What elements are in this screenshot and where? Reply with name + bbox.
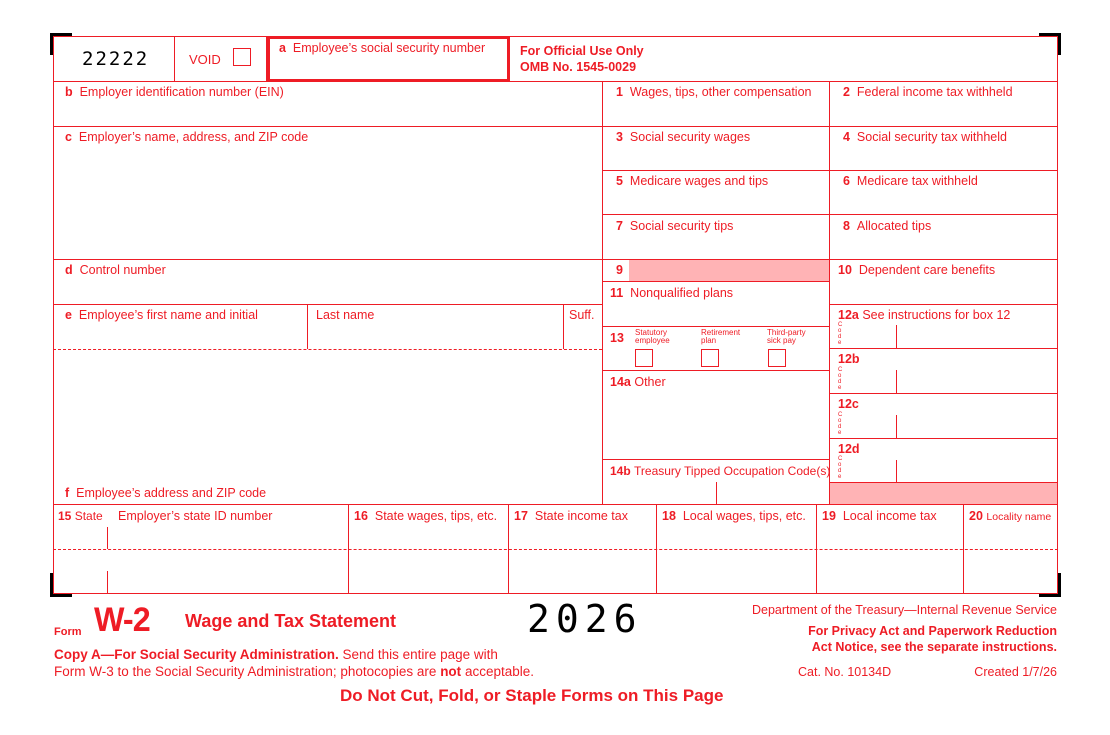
box-12c-label: 12c bbox=[838, 397, 859, 411]
divider bbox=[896, 460, 897, 482]
form-title: Wage and Tax Statement bbox=[185, 611, 397, 631]
divider bbox=[896, 325, 897, 348]
box-8-label: 8 Allocated tips bbox=[843, 219, 932, 233]
divider bbox=[602, 370, 829, 371]
box-4-label: 4 Social security tax withheld bbox=[843, 130, 1007, 144]
box-12c-code-input[interactable] bbox=[846, 417, 892, 435]
box-20-1-input[interactable] bbox=[968, 529, 1054, 547]
box-12a-code-input[interactable] bbox=[846, 327, 892, 345]
box-11-input[interactable] bbox=[612, 304, 822, 322]
divider bbox=[829, 348, 1058, 349]
divider bbox=[896, 415, 897, 438]
divider bbox=[602, 170, 1058, 171]
copy-a-line-1: Copy A—For Social Security Administration. Send this entire page with bbox=[54, 647, 498, 662]
box-2-input[interactable] bbox=[839, 104, 1049, 122]
box-17-2-input[interactable] bbox=[513, 565, 651, 583]
box-2-label: 2 Federal income tax withheld bbox=[843, 85, 1013, 99]
divider bbox=[602, 81, 603, 504]
retirement-plan-label: Retirement plan bbox=[701, 328, 741, 345]
box-16-1-input[interactable] bbox=[353, 529, 503, 547]
third-party-sick-pay-label: Third-party sick pay bbox=[767, 328, 806, 345]
divider bbox=[53, 304, 602, 305]
divider bbox=[829, 81, 830, 504]
box-20-2-input[interactable] bbox=[968, 565, 1054, 583]
divider bbox=[107, 571, 108, 594]
code-label: Code bbox=[838, 322, 843, 346]
box-12a-amount-input[interactable] bbox=[901, 327, 1051, 345]
form-word: Form bbox=[54, 626, 82, 638]
dashed-divider bbox=[53, 349, 602, 350]
box-9-shaded bbox=[629, 260, 829, 281]
state-1-input[interactable] bbox=[58, 529, 103, 547]
box-12a-label: 12a See instructions for box 12 bbox=[838, 308, 1011, 322]
divider bbox=[53, 81, 1058, 82]
box-12b-code-input[interactable] bbox=[846, 372, 892, 390]
code-label: Code bbox=[838, 456, 843, 480]
box-18-1-input[interactable] bbox=[661, 529, 811, 547]
box-14b-label: 14b Treasury Tipped Occupation Code(s) bbox=[610, 464, 831, 478]
employer-address-input[interactable] bbox=[66, 148, 586, 248]
box-18-2-input[interactable] bbox=[661, 565, 811, 583]
box-12b-label: 12b bbox=[838, 352, 860, 366]
box-19-2-input[interactable] bbox=[821, 565, 958, 583]
employee-address-input[interactable] bbox=[66, 356, 586, 482]
tax-year: 2026 bbox=[527, 597, 643, 641]
box-3-input[interactable] bbox=[612, 149, 822, 167]
state-id-1-input[interactable] bbox=[112, 529, 342, 547]
box-6-input[interactable] bbox=[839, 193, 1049, 211]
state-2-input[interactable] bbox=[58, 565, 103, 583]
official-use-label: For Official Use Only bbox=[520, 44, 644, 58]
divider bbox=[53, 259, 602, 260]
retirement-plan-checkbox[interactable] bbox=[701, 349, 719, 367]
box-5-input[interactable] bbox=[612, 193, 822, 211]
divider bbox=[829, 304, 1058, 305]
box-12b-amount-input[interactable] bbox=[901, 372, 1051, 390]
box-10-label: 10 Dependent care benefits bbox=[838, 263, 996, 277]
box-c-label: c Employer’s name, address, and ZIP code bbox=[65, 130, 309, 144]
shaded-area bbox=[830, 483, 1057, 504]
box-5-label: 5 Medicare wages and tips bbox=[616, 174, 769, 188]
divider bbox=[174, 36, 175, 81]
box-b-label: b Employer identification number (EIN) bbox=[65, 85, 284, 99]
do-not-cut-warning: Do Not Cut, Fold, or Staple Forms on This Page bbox=[340, 686, 724, 705]
box-15-state-id-label: Employer’s state ID number bbox=[118, 509, 273, 523]
box-17-1-input[interactable] bbox=[513, 529, 651, 547]
box-d-label: d Control number bbox=[65, 263, 166, 277]
box-7-input[interactable] bbox=[612, 238, 822, 256]
box-12d-amount-input[interactable] bbox=[901, 461, 1051, 479]
box-14a-input[interactable] bbox=[611, 393, 823, 455]
box-17-label: 17 State income tax bbox=[514, 509, 628, 523]
box-12c-amount-input[interactable] bbox=[901, 417, 1051, 435]
void-checkbox[interactable] bbox=[233, 48, 251, 66]
box-f-label: f Employee’s address and ZIP code bbox=[65, 486, 267, 500]
box-4-input[interactable] bbox=[839, 149, 1049, 167]
box-10-input[interactable] bbox=[839, 282, 1049, 300]
void-label: VOID bbox=[189, 52, 221, 67]
box-11-label: 11 Nonqualified plans bbox=[610, 286, 734, 300]
divider bbox=[107, 527, 108, 549]
box-1-input[interactable] bbox=[612, 104, 822, 122]
box-e-label: e Employee’s first name and initial bbox=[65, 308, 258, 322]
box-16-2-input[interactable] bbox=[353, 565, 503, 583]
last-name-input[interactable] bbox=[314, 326, 558, 344]
divider bbox=[829, 438, 1058, 439]
divider bbox=[602, 214, 1058, 215]
catalog-number: Cat. No. 10134D bbox=[798, 665, 892, 679]
copy-a-line-2: Form W-3 to the Social Security Administration; photocopies are not acceptable. bbox=[54, 664, 534, 679]
box-15-state-label: 15 State bbox=[58, 509, 103, 523]
ssn-input[interactable] bbox=[278, 59, 498, 77]
box-3-label: 3 Social security wages bbox=[616, 130, 751, 144]
last-name-label: Last name bbox=[316, 308, 375, 322]
code-label: Code bbox=[838, 412, 843, 436]
ein-input[interactable] bbox=[66, 102, 586, 120]
dashed-divider bbox=[53, 549, 1058, 550]
code-label: Code bbox=[838, 367, 843, 391]
box-a-label: a Employee’s social security number bbox=[279, 41, 486, 55]
divider bbox=[602, 326, 829, 327]
box-6-label: 6 Medicare tax withheld bbox=[843, 174, 978, 188]
box-8-input[interactable] bbox=[839, 238, 1049, 256]
statutory-employee-checkbox[interactable] bbox=[635, 349, 653, 367]
divider bbox=[602, 459, 829, 460]
box-14b-input-2[interactable] bbox=[721, 484, 821, 502]
box-12d-code-input[interactable] bbox=[846, 461, 892, 479]
created-date: Created 1/7/26 bbox=[974, 665, 1057, 679]
box-19-1-input[interactable] bbox=[821, 529, 958, 547]
privacy-notice-1: For Privacy Act and Paperwork Reduction bbox=[808, 624, 1057, 638]
box-20-label: 20 Locality name bbox=[969, 509, 1052, 523]
divider bbox=[896, 370, 897, 393]
privacy-notice-2: Act Notice, see the separate instructions. bbox=[811, 640, 1057, 654]
box-16-label: 16 State wages, tips, etc. bbox=[354, 509, 498, 523]
box-1-label: 1 Wages, tips, other compensation bbox=[616, 85, 812, 99]
form-code: 22222 bbox=[82, 48, 150, 70]
divider bbox=[829, 393, 1058, 394]
box-12d-label: 12d bbox=[838, 442, 860, 456]
box-14b-input-1[interactable] bbox=[611, 484, 711, 502]
form-number: W-2 bbox=[94, 601, 150, 639]
first-name-input[interactable] bbox=[66, 326, 301, 344]
agency-name: Department of the Treasury—Internal Revenue Service bbox=[751, 603, 1057, 617]
box-9-label: 9 bbox=[616, 263, 623, 277]
box-19-label: 19 Local income tax bbox=[822, 509, 937, 523]
control-number-input[interactable] bbox=[66, 280, 586, 298]
divider bbox=[53, 126, 1058, 127]
divider bbox=[716, 482, 717, 504]
third-party-sick-pay-checkbox[interactable] bbox=[768, 349, 786, 367]
box-a-ssn[interactable] bbox=[267, 36, 510, 82]
suffix-input[interactable] bbox=[567, 326, 599, 344]
box-13-label: 13 bbox=[610, 331, 624, 345]
box-18-label: 18 Local wages, tips, etc. bbox=[662, 509, 806, 523]
divider bbox=[53, 504, 1058, 505]
divider bbox=[602, 281, 829, 282]
box-7-label: 7 Social security tips bbox=[616, 219, 734, 233]
omb-number: OMB No. 1545-0029 bbox=[520, 60, 637, 74]
box-14a-label: 14a Other bbox=[610, 375, 666, 389]
divider bbox=[563, 304, 564, 349]
statutory-employee-label: Statutory employee bbox=[635, 328, 670, 345]
divider bbox=[307, 304, 308, 349]
suffix-label: Suff. bbox=[569, 308, 595, 322]
state-id-2-input[interactable] bbox=[112, 565, 342, 583]
